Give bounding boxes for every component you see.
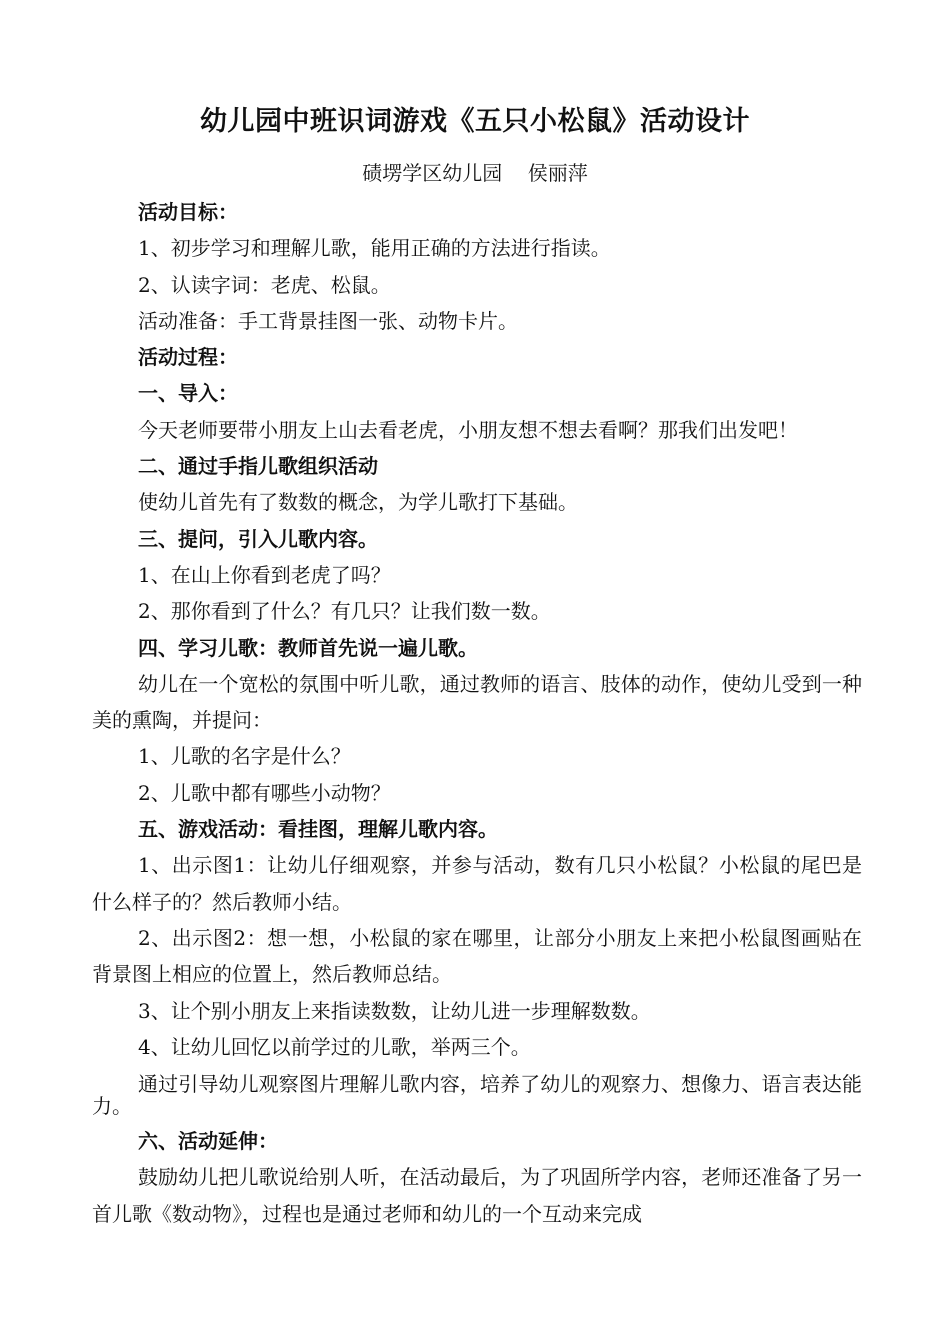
paragraph: 4、让幼儿回忆以前学过的儿歌，举两三个。 <box>138 1034 531 1059</box>
paragraph: 活动准备：手工背景挂图一张、动物卡片。 <box>138 308 518 333</box>
section-heading-2: 二、通过手指儿歌组织活动 <box>138 454 378 479</box>
paragraph: 幼儿在一个宽松的氛围中听儿歌，通过教师的语言、肢体的动作，使幼儿受到一种美的熏陶，并提问： <box>92 671 862 733</box>
section-heading-1: 一、导入： <box>138 381 238 406</box>
section-heading-goals: 活动目标： <box>138 200 238 224</box>
section-heading-4: 四、学习儿歌：教师首先说一遍儿歌。 <box>138 635 478 660</box>
paragraph: 鼓励幼儿把儿歌说给别人听，在活动最后，为了巩固所学内容，老师还准备了另一首儿歌《数动物》，过程也是通过老师和幼儿的一个互动来完成 <box>92 1165 862 1226</box>
paragraph: 使幼儿首先有了数数的概念，为学儿歌打下基础。 <box>138 490 578 515</box>
document-body <box>92 194 862 1232</box>
section-heading-6: 六、活动延伸： <box>138 1129 278 1154</box>
paragraph: 2、出示图2：想一想，小松鼠的家在哪里，让部分小朋友上来把小松鼠图画贴在背景图上相应的位置上，然后教师总结。 <box>92 925 862 987</box>
document-author: 碛塄学区幼儿园 侯丽萍 <box>362 161 588 185</box>
section-heading-3: 三、提问，引入儿歌内容。 <box>138 526 378 551</box>
section-heading-process: 活动过程： <box>138 345 238 370</box>
paragraph: 1、在山上你看到老虎了吗？ <box>138 562 391 587</box>
paragraph: 通过引导幼儿观察图片理解儿歌内容，培养了幼儿的观察力、想像力、语言表达能力。 <box>92 1072 862 1119</box>
paragraph: 3、让个别小朋友上来指读数数，让幼儿进一步理解数数。 <box>138 998 651 1023</box>
paragraph: 1、出示图1：让幼儿仔细观察，并参与活动，数有几只小松鼠？小松鼠的尾巴是什么样子的？然后教师小结。 <box>92 853 862 914</box>
paragraph: 1、初步学习和理解儿歌，能用正确的方法进行指读。 <box>138 236 611 261</box>
document-title: 幼儿园中班识词游戏《五只小松鼠》活动设计 <box>200 106 750 137</box>
paragraph: 2、儿歌中都有哪些小动物？ <box>138 780 391 805</box>
section-heading-5: 五、游戏活动：看挂图，理解儿歌内容。 <box>138 817 498 842</box>
paragraph: 2、认读字词：老虎、松鼠。 <box>138 272 391 297</box>
paragraph: 2、那你看到了什么？有几只？让我们数一数。 <box>138 599 551 624</box>
paragraph: 今天老师要带小朋友上山去看老虎，小朋友想不想去看啊？那我们出发吧！ <box>138 417 798 442</box>
paragraph: 1、儿歌的名字是什么？ <box>138 744 351 769</box>
